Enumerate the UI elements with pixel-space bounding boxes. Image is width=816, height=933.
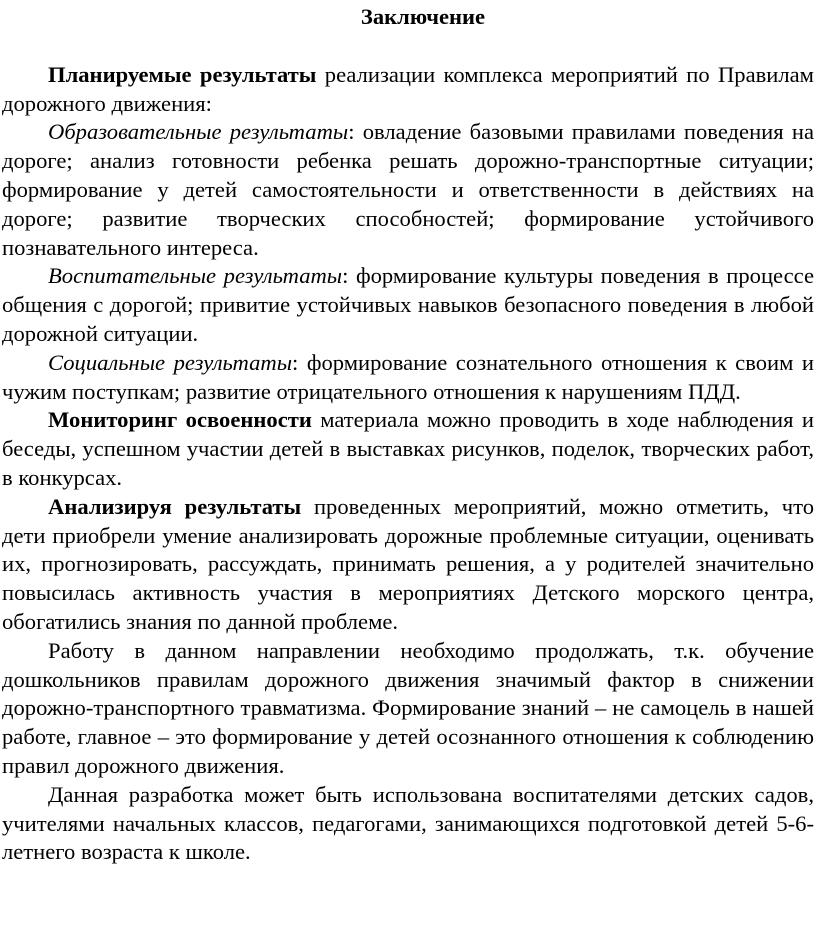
educational-results-lead: Образовательные результаты [48,119,349,145]
paragraph-planned-results [2,61,814,119]
paragraph-continuation: Работу в данном направлении необходимо продолжать, т.к. обучение дошкольников правилам дорожного движения значимый фактор в снижении дорожно-транспортного травматизма. Формирование знаний – не самоцель в нашей работе, главное – это формирование у детей осознанного отношения к соблюдению правил дорожного движения. [2,637,814,778]
monitoring-lead: Мониторинг освоенности [48,407,312,433]
paragraph-monitoring [2,406,814,492]
paragraph-educational-results [2,118,814,262]
paragraph-upbringing-results [2,262,814,348]
document-page [2,0,814,867]
title-spacer [2,32,814,61]
page-title: Заключение [360,4,486,29]
paragraph-social-results [2,349,814,407]
educational-results-text: : овладение базовыми правилами поведения на дороге; анализ готовности ребенка решать дорожно-транспортные ситуации; формирование у детей самостоятельности и ответственности в действиях на дороге; развитие творческих способностей; формирование устойчивого познавательного интереса. [2,119,815,260]
planned-results-text: реализации комплекса мероприятий по Правилам дорожного движения: [2,61,814,116]
upbringing-results-text: : формирование культуры поведения в процессе общения с дорогой; привитие устойчивых навыков безопасного поведения в любой дорожной ситуации. [2,263,814,346]
social-results-lead: Социальные результаты [48,349,293,375]
social-results-text: : формирование сознательного отношения к своим и чужим поступкам; развитие отрицательного отношения к нарушениям ПДД. [2,349,814,404]
paragraph-usage: Данная разработка может быть использована воспитателями детских садов, учителями начальных классов, педагогами, занимающихся подготовкой детей 5-6-летнего возраста к школе. [2,781,814,865]
analysis-lead: Анализируя результаты [48,493,302,519]
analysis-text: проведенных мероприятий, можно отметить, что дети приобрели умение анализировать дорожные проблемные ситуации, оценивать их, прогнозировать, рассуждать, принимать решения, а у родителей значительно повысилась активность участия в мероприятиях Детского морского центра, обогатились знания по данной проблеме. [2,493,814,634]
upbringing-results-lead: Воспитательные результаты [48,263,343,289]
planned-results-lead: Планируемые результаты [48,61,317,87]
paragraph-analysis [2,493,814,637]
monitoring-text: материала можно проводить в ходе наблюдения и беседы, успешном участии детей в выставках рисунков, поделок, творческих работ, в конкурсах. [2,407,814,490]
